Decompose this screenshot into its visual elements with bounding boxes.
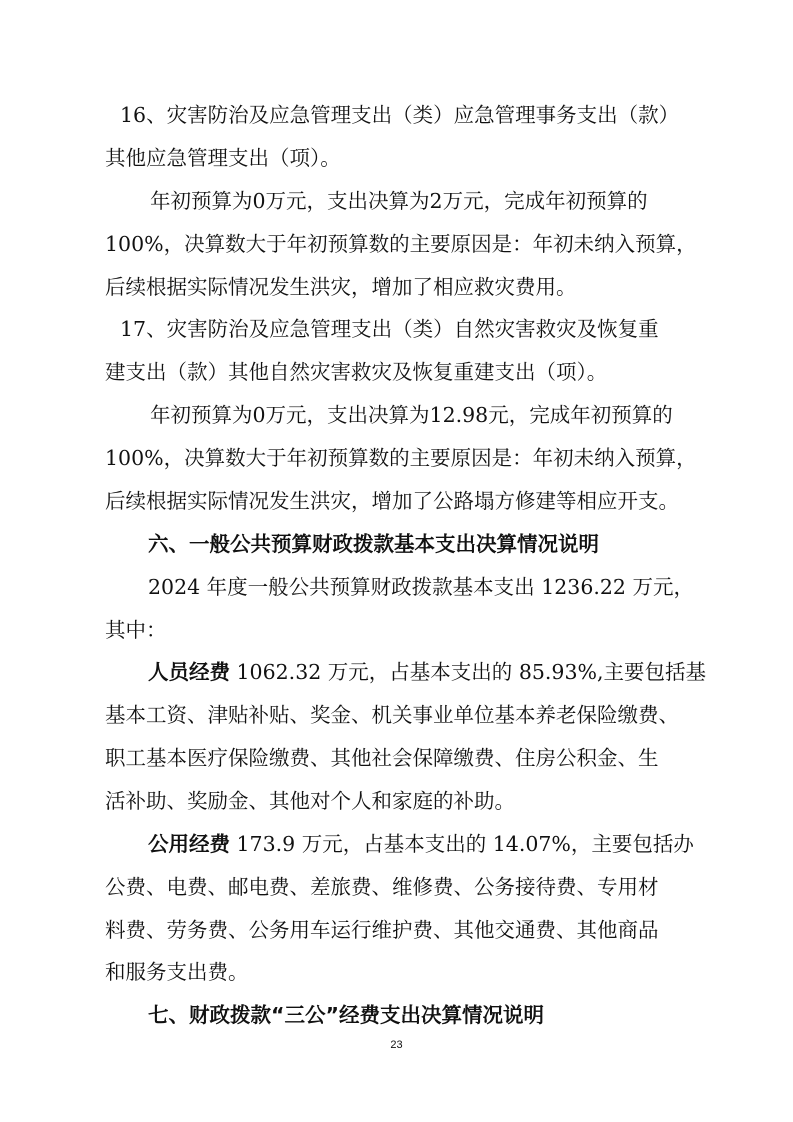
personnel-label: 人员经费 — [148, 660, 230, 684]
section6-intro-line2: 其中： — [105, 618, 167, 642]
page-number: 23 — [390, 1039, 403, 1051]
public-line1-rest: 173.9 万元，占基本支出的 14.07%，主要包括办 — [230, 832, 694, 856]
personnel-paragraph-line3: 职工基本医疗保险缴费、其他社会保障缴费、住房公积金、生 — [105, 746, 659, 770]
item17-title-line2: 建支出（款）其他自然灾害救灾及恢复重建支出（项）。 — [105, 360, 608, 384]
section6-intro-line1: 2024 年度一般公共预算财政拨款基本支出 1236.22 万元， — [148, 575, 694, 599]
personnel-line1-rest: 1062.32 万元，占基本支出的 85.93%,主要包括基 — [230, 660, 707, 684]
item16-body-line2: 100%，决算数大于年初预算数的主要原因是：年初未纳入预算， — [105, 232, 697, 256]
section7-heading: 七、财政拨款“三公”经费支出决算情况说明 — [148, 1003, 544, 1027]
public-paragraph-line3: 料费、劳务费、公务用车运行维护费、其他交通费、其他商品 — [105, 918, 659, 942]
personnel-paragraph-line4: 活补助、奖励金、其他对个人和家庭的补助。 — [105, 789, 515, 813]
section6-heading: 六、一般公共预算财政拨款基本支出决算情况说明 — [148, 532, 599, 556]
item17-body-line3: 后续根据实际情况发生洪灾，增加了公路塌方修建等相应开支。 — [105, 489, 679, 513]
personnel-paragraph-line1 — [148, 658, 706, 686]
public-paragraph-line1 — [148, 830, 694, 858]
item16-body-line3: 后续根据实际情况发生洪灾，增加了相应救灾费用。 — [105, 275, 577, 299]
item17-body-line1: 年初预算为0万元，支出决算为12.98元，完成年初预算的 — [150, 403, 673, 427]
personnel-paragraph-line2: 基本工资、津贴补贴、奖金、机关事业单位基本养老保险缴费、 — [105, 703, 679, 727]
public-label: 公用经费 — [148, 832, 230, 856]
item16-title-line1: 16、灾害防治及应急管理支出（类）应急管理事务支出（款） — [120, 103, 680, 127]
item16-body-line1: 年初预算为0万元，支出决算为2万元，完成年初预算的 — [150, 189, 648, 213]
public-paragraph-line4: 和服务支出费。 — [105, 960, 249, 984]
public-paragraph-line2: 公费、电费、邮电费、差旅费、维修费、公务接待费、专用材 — [105, 875, 659, 899]
item16-title-line2: 其他应急管理支出（项）。 — [105, 146, 341, 170]
item17-body-line2: 100%，决算数大于年初预算数的主要原因是：年初未纳入预算， — [105, 446, 697, 470]
item17-title-line1: 17、灾害防治及应急管理支出（类）自然灾害救灾及恢复重 — [120, 317, 659, 341]
